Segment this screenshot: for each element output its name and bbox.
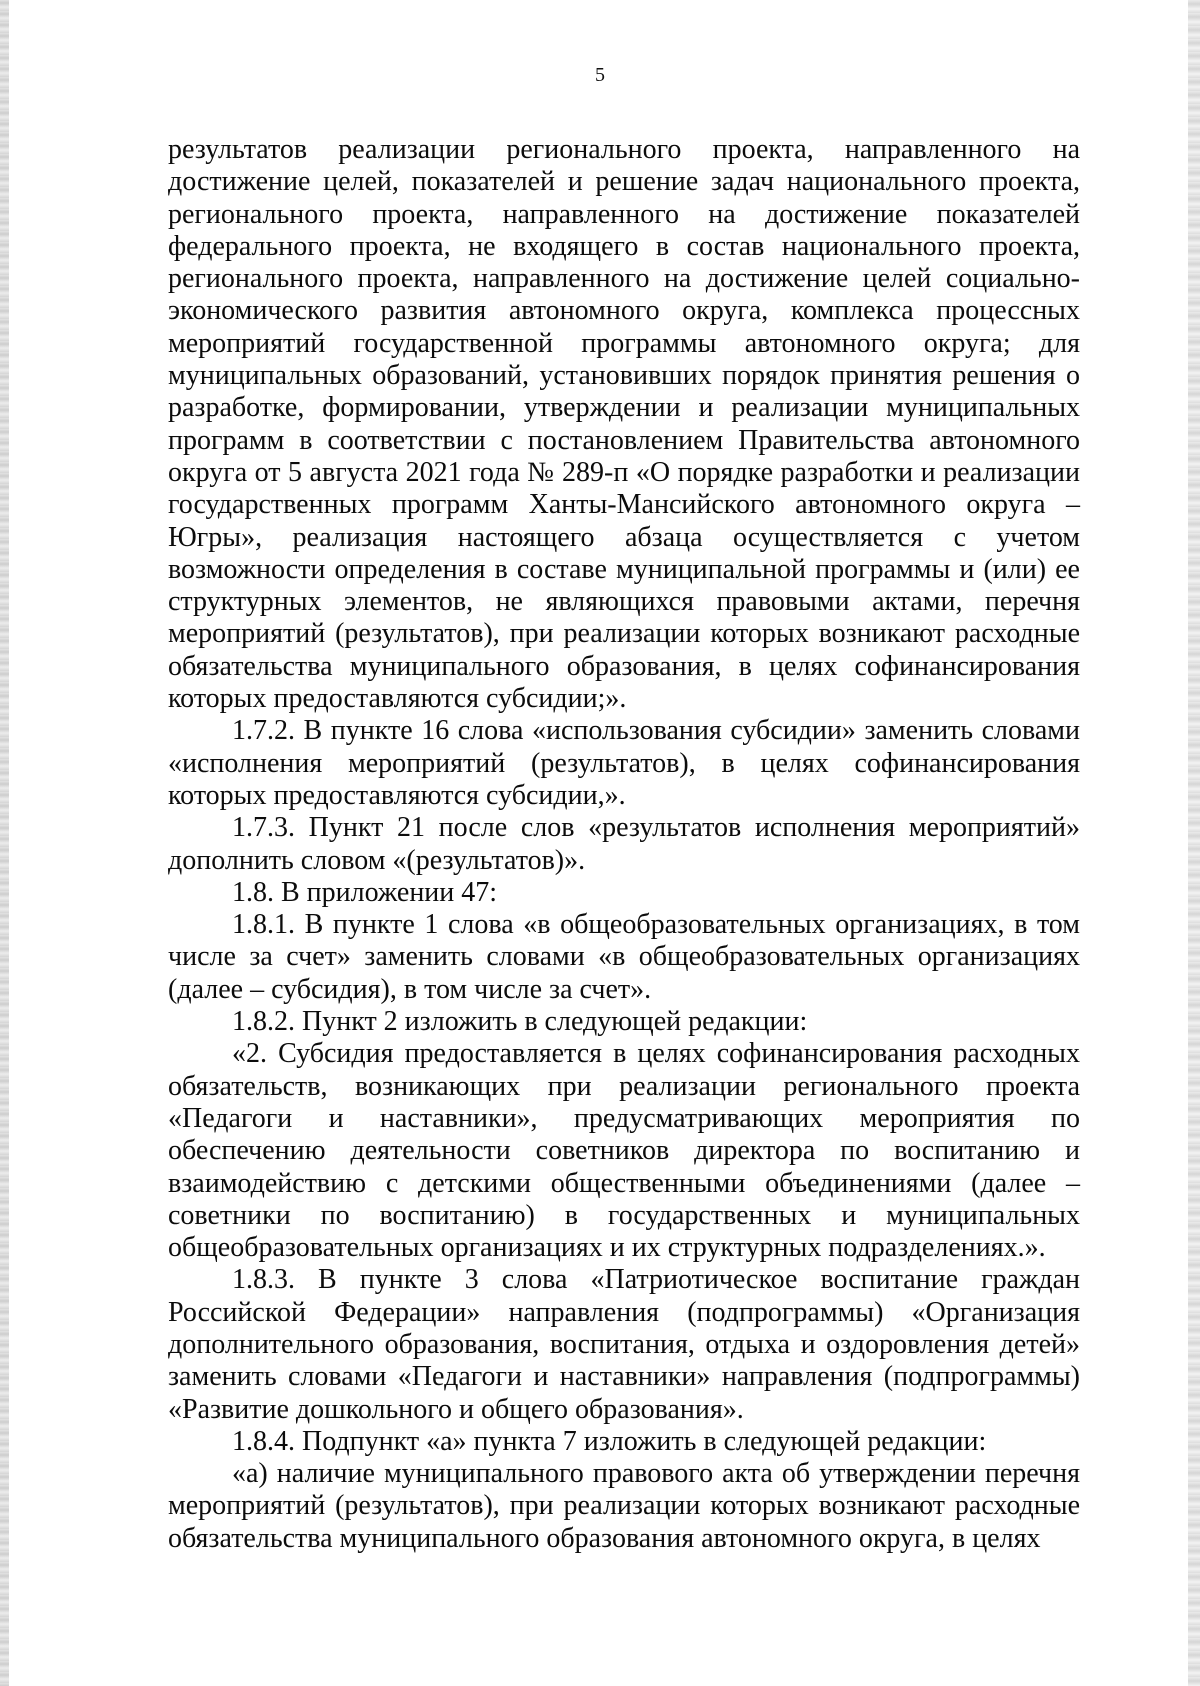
paragraph-continuation: результатов реализации регионального проекта, направленного на достижение целей, показателей и решение задач национального проекта, регионального проекта, направленного на достижение показателей федерального проекта, не входящего в состав национального проекта, регионального проекта, направленного на достижение целей социально-экономического развития автономного округа, комплекса процессных мероприятий государственной программы автономного округа; для муниципальных образований, установивших порядок принятия решения о разработке, формировании, утверждении и реализации муниципальных программ в соответствии с постановлением Правительства автономного округа от 5 августа 2021 года № 289-п «О порядке разработки и реализации государственных программ Ханты-Мансийского автономного округа – Югры», реализация настоящего абзаца осуществляется с учетом возможности определения в составе муниципальной программы и (или) ее структурных элементов, не являющихся правовыми актами, перечня мероприятий (результатов), при реализации которых возникают расходные обязательства муниципального образования, в целях софинансирования которых предоставляются субсидии;».	[168, 134, 1080, 715]
scan-edge-left	[0, 0, 9, 1686]
paragraph-1-7-2: 1.7.2. В пункте 16 слова «использования субсидии» заменить словами «исполнения мероприятий (результатов), в целях софинансирования которых предоставляются субсидии,».	[168, 715, 1080, 811]
body-text	[168, 134, 1080, 1555]
paragraph-1-7-3: 1.7.3. Пункт 21 после слов «результатов исполнения мероприятий» дополнить словом «(результатов)».	[168, 812, 1080, 876]
paragraph-1-8-1: 1.8.1. В пункте 1 слова «в общеобразовательных организациях, в том числе за счет» заменить словами «в общеобразовательных организациях (далее – субсидия), в том числе за счет».	[168, 909, 1080, 1005]
paragraph-subclause-a: «а) наличие муниципального правового акта об утверждении перечня мероприятий (результатов), при реализации которых возникают расходные обязательства муниципального образования автономного округа, в целях	[168, 1458, 1080, 1554]
paragraph-1-8-2: 1.8.2. Пункт 2 изложить в следующей редакции:	[232, 1006, 808, 1038]
paragraph-clause-2: «2. Субсидия предоставляется в целях софинансирования расходных обязательств, возникающих при реализации регионального проекта «Педагоги и наставники», предусматривающих мероприятия по обеспечению деятельности советников директора по воспитанию и взаимодействию с детскими общественными объединениями (далее – советники по воспитанию) в государственных и муниципальных общеобразовательных организациях и их структурных подразделениях.».	[168, 1038, 1080, 1264]
paragraph-1-8: 1.8. В приложении 47:	[232, 876, 498, 908]
page-number: 5	[595, 64, 605, 86]
scan-edge-right	[1188, 0, 1200, 1686]
paragraph-1-8-3: 1.8.3. В пункте 3 слова «Патриотическое воспитание граждан Российской Федерации» направления (подпрограммы) «Организация дополнительного образования, воспитания, отдыха и оздоровления детей» заменить словами «Педагоги и наставники» направления (подпрограммы) «Развитие дошкольного и общего образования».	[168, 1264, 1080, 1425]
paragraph-1-8-4: 1.8.4. Подпункт «а» пункта 7 изложить в следующей редакции:	[232, 1425, 987, 1457]
